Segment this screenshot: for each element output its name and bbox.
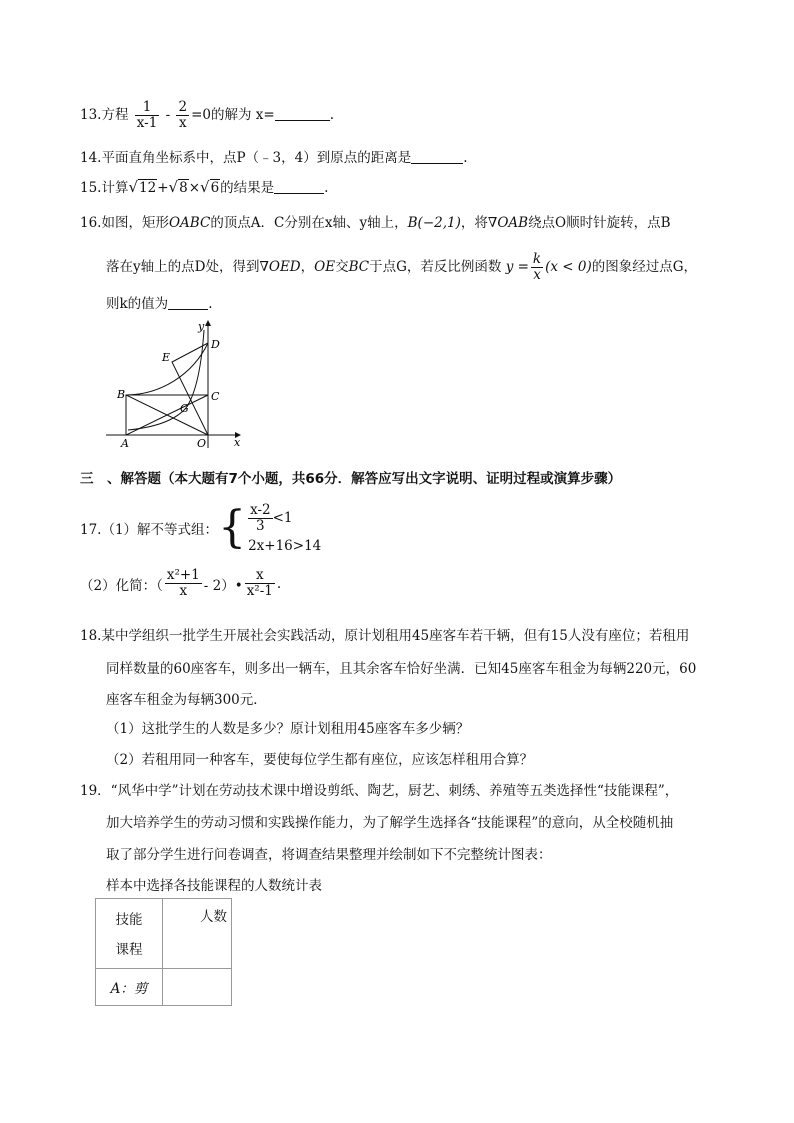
- q15-plus: +: [157, 180, 169, 196]
- q16-func-numerator: k: [532, 251, 542, 267]
- table-header-row: [96, 899, 232, 969]
- q16-line2-a: 落在y轴上的点D处，得到: [106, 259, 260, 275]
- q16-line1-b: 的顶点A．C分别在x轴、y轴上，: [210, 215, 408, 231]
- question-16-line-1: [80, 211, 671, 231]
- q17-inequality-1: [248, 503, 321, 534]
- q16-end: .: [208, 296, 213, 312]
- label-x: x: [234, 436, 241, 449]
- q13-frac1-denominator: x-1: [136, 115, 158, 131]
- q16-rect-name: OABC: [168, 215, 211, 231]
- row-1-course: [96, 969, 163, 1006]
- label-a: A: [121, 437, 129, 450]
- q15-answer-blank: [274, 179, 324, 194]
- q18-sub-question-2: （2）若租用同一种客车，要使每位学生都有座位，应该怎样租用合算？: [106, 752, 534, 768]
- q15-radicand-2: 8: [179, 180, 188, 196]
- q16-func-y: y =: [505, 259, 529, 275]
- question-14: [80, 146, 468, 166]
- q17-ineq1-numerator: x-2: [250, 501, 271, 518]
- q17-p2-denominator-2: x²-1: [246, 583, 273, 599]
- q17-p2-middle: - 2）•: [203, 577, 243, 594]
- q17-part1-label: 17.（1）解不等式组：: [80, 522, 219, 538]
- q19-table-title: 样本中选择各技能课程的人数统计表: [106, 878, 322, 894]
- header-skill-course-line-1: 技能: [115, 912, 143, 928]
- q13-fraction-2: [176, 100, 189, 131]
- q18-line-3: 座客车租金为每辆300元．: [106, 692, 267, 708]
- q15-prefix: 15.计算: [80, 180, 129, 196]
- q17-p2-denominator: x: [179, 583, 188, 599]
- q13-fraction-1: [135, 100, 160, 131]
- q18-line-2: 同样数量的60座客车，则多出一辆车，且其余客车恰好坐满．已知45座客车租金为每辆220元，60: [106, 661, 697, 677]
- q15-radicand-1: 12: [139, 180, 157, 196]
- q17-system-brace: {: [218, 502, 247, 553]
- q14-end: .: [463, 150, 468, 166]
- q18-line-1: 18.某中学组织一批学生开展社会实践活动，原计划租用45座客车若干辆，但有15人没有座位；若租用: [80, 628, 690, 644]
- label-y: y: [198, 320, 205, 333]
- q16-segment-bc: BC: [348, 259, 370, 275]
- question-16-line-3: [106, 292, 212, 312]
- q13-end: .: [329, 107, 334, 123]
- q16-triangle-oab: ∇OAB: [487, 215, 529, 231]
- q15-sqrt-2: √8: [168, 178, 188, 196]
- q17-inequality-system: [248, 503, 321, 554]
- triangle-oed: [172, 343, 208, 435]
- q13-frac1-numerator: 1: [135, 100, 160, 116]
- label-e: E: [162, 351, 171, 364]
- header-skill-course-line-2: 课程: [115, 942, 143, 958]
- q15-suffix: 的结果是: [220, 180, 275, 196]
- q19-line-3: 取了部分学生进行问卷调查，将调查结果整理并绘制如下不完整统计图表：: [106, 847, 552, 863]
- row-1-course-label: A：剪: [110, 981, 148, 997]
- q13-minus: -: [165, 107, 171, 123]
- q16-line1-a: 16.如图，矩形: [80, 215, 169, 231]
- q16-figure: [100, 318, 250, 450]
- q15-sqrt-1: √12: [128, 178, 157, 196]
- q17-p2-fraction-2: [245, 568, 275, 599]
- q15-times: ×: [188, 180, 201, 196]
- q17-end: .: [276, 575, 282, 592]
- q13-frac2-numerator: 2: [178, 99, 188, 115]
- q17-inequality-2: 2x+16>14: [248, 537, 322, 554]
- q16-triangle-oed: ∇OED: [259, 259, 301, 275]
- skill-course-table: [95, 898, 232, 1006]
- label-c: C: [211, 390, 220, 403]
- q15-end: .: [324, 180, 329, 196]
- q16-line2-c: 交: [335, 259, 349, 275]
- q13-prefix: 方程: [101, 107, 129, 123]
- label-d: D: [211, 338, 220, 351]
- q17-p2-fraction-1: [165, 568, 202, 599]
- label-g: G: [180, 402, 189, 415]
- q13-suffix: =0的解为 x=: [191, 107, 275, 123]
- question-16-line-2: [106, 252, 697, 283]
- q13-answer-blank: [275, 106, 330, 121]
- question-17-part-2: [80, 568, 281, 599]
- header-count: 人数: [163, 899, 232, 969]
- q16-line2-d: 于点G，若反比例函数: [369, 259, 502, 275]
- question-17-part-1: [80, 503, 321, 553]
- q16-answer-blank: [168, 295, 208, 310]
- q16-func-fraction: [531, 252, 543, 283]
- question-13: [80, 100, 334, 131]
- q17-p2-numerator: x²+1: [166, 567, 200, 583]
- header-skill-course: [96, 899, 163, 969]
- q17-ineq1-fraction: [248, 503, 273, 534]
- q17-ineq1-relation: <1: [272, 510, 293, 526]
- q13-frac2-denominator: x: [178, 115, 187, 131]
- question-15: [80, 176, 328, 196]
- q14-answer-blank: [411, 149, 463, 164]
- q16-func-denominator: x: [533, 267, 541, 283]
- q18-sub-question-1: （1）这批学生的人数是多少？原计划租用45座客车多少辆？: [106, 721, 470, 737]
- q16-line2-b: ，: [300, 259, 315, 275]
- q16-segment-oe: OE: [314, 259, 336, 275]
- q15-sqrt-3: √6: [200, 178, 220, 196]
- label-b: B: [117, 388, 126, 401]
- q17-part2-label: （2）化简：（: [80, 577, 163, 594]
- table-row: [96, 969, 232, 1006]
- label-o: O: [197, 437, 207, 450]
- q16-line3: 则k的值为: [106, 296, 169, 312]
- q15-radicand-3: 6: [210, 180, 220, 196]
- q16-line1-d: 绕点O顺时针旋转，点B: [528, 215, 671, 231]
- y-axis-arrow: [205, 320, 211, 326]
- q16-func-condition: (x < 0): [545, 259, 592, 275]
- q17-ineq1-denominator: 3: [256, 517, 265, 534]
- q19-line-1: 19．“风华中学”计划在劳动技术课中增设剪纸、陶艺，厨艺、刺绣、养殖等五类选择性“技能课程”，: [80, 783, 679, 799]
- q16-line2-e: 的图象经过点G，: [591, 259, 698, 275]
- q17-p2-numerator-2: x: [245, 568, 275, 584]
- q13-number: 13.: [80, 107, 102, 123]
- q14-text: 14.平面直角坐标系中，点P（﹣3，4）到原点的距离是: [80, 150, 412, 166]
- q16-line1-c: ，将: [460, 215, 488, 231]
- row-1-count: [163, 969, 232, 1006]
- section-3-heading: 三 、解答题（本大题有7个小题，共66分．解答应写出文字说明、证明过程或演算步骤）: [80, 471, 622, 487]
- q16-point-b: B(−2,1): [407, 215, 461, 231]
- q19-line-2: 加大培养学生的劳动习惯和实践操作能力，为了解学生选择各“技能课程”的意向，从全校随机抽: [106, 815, 674, 831]
